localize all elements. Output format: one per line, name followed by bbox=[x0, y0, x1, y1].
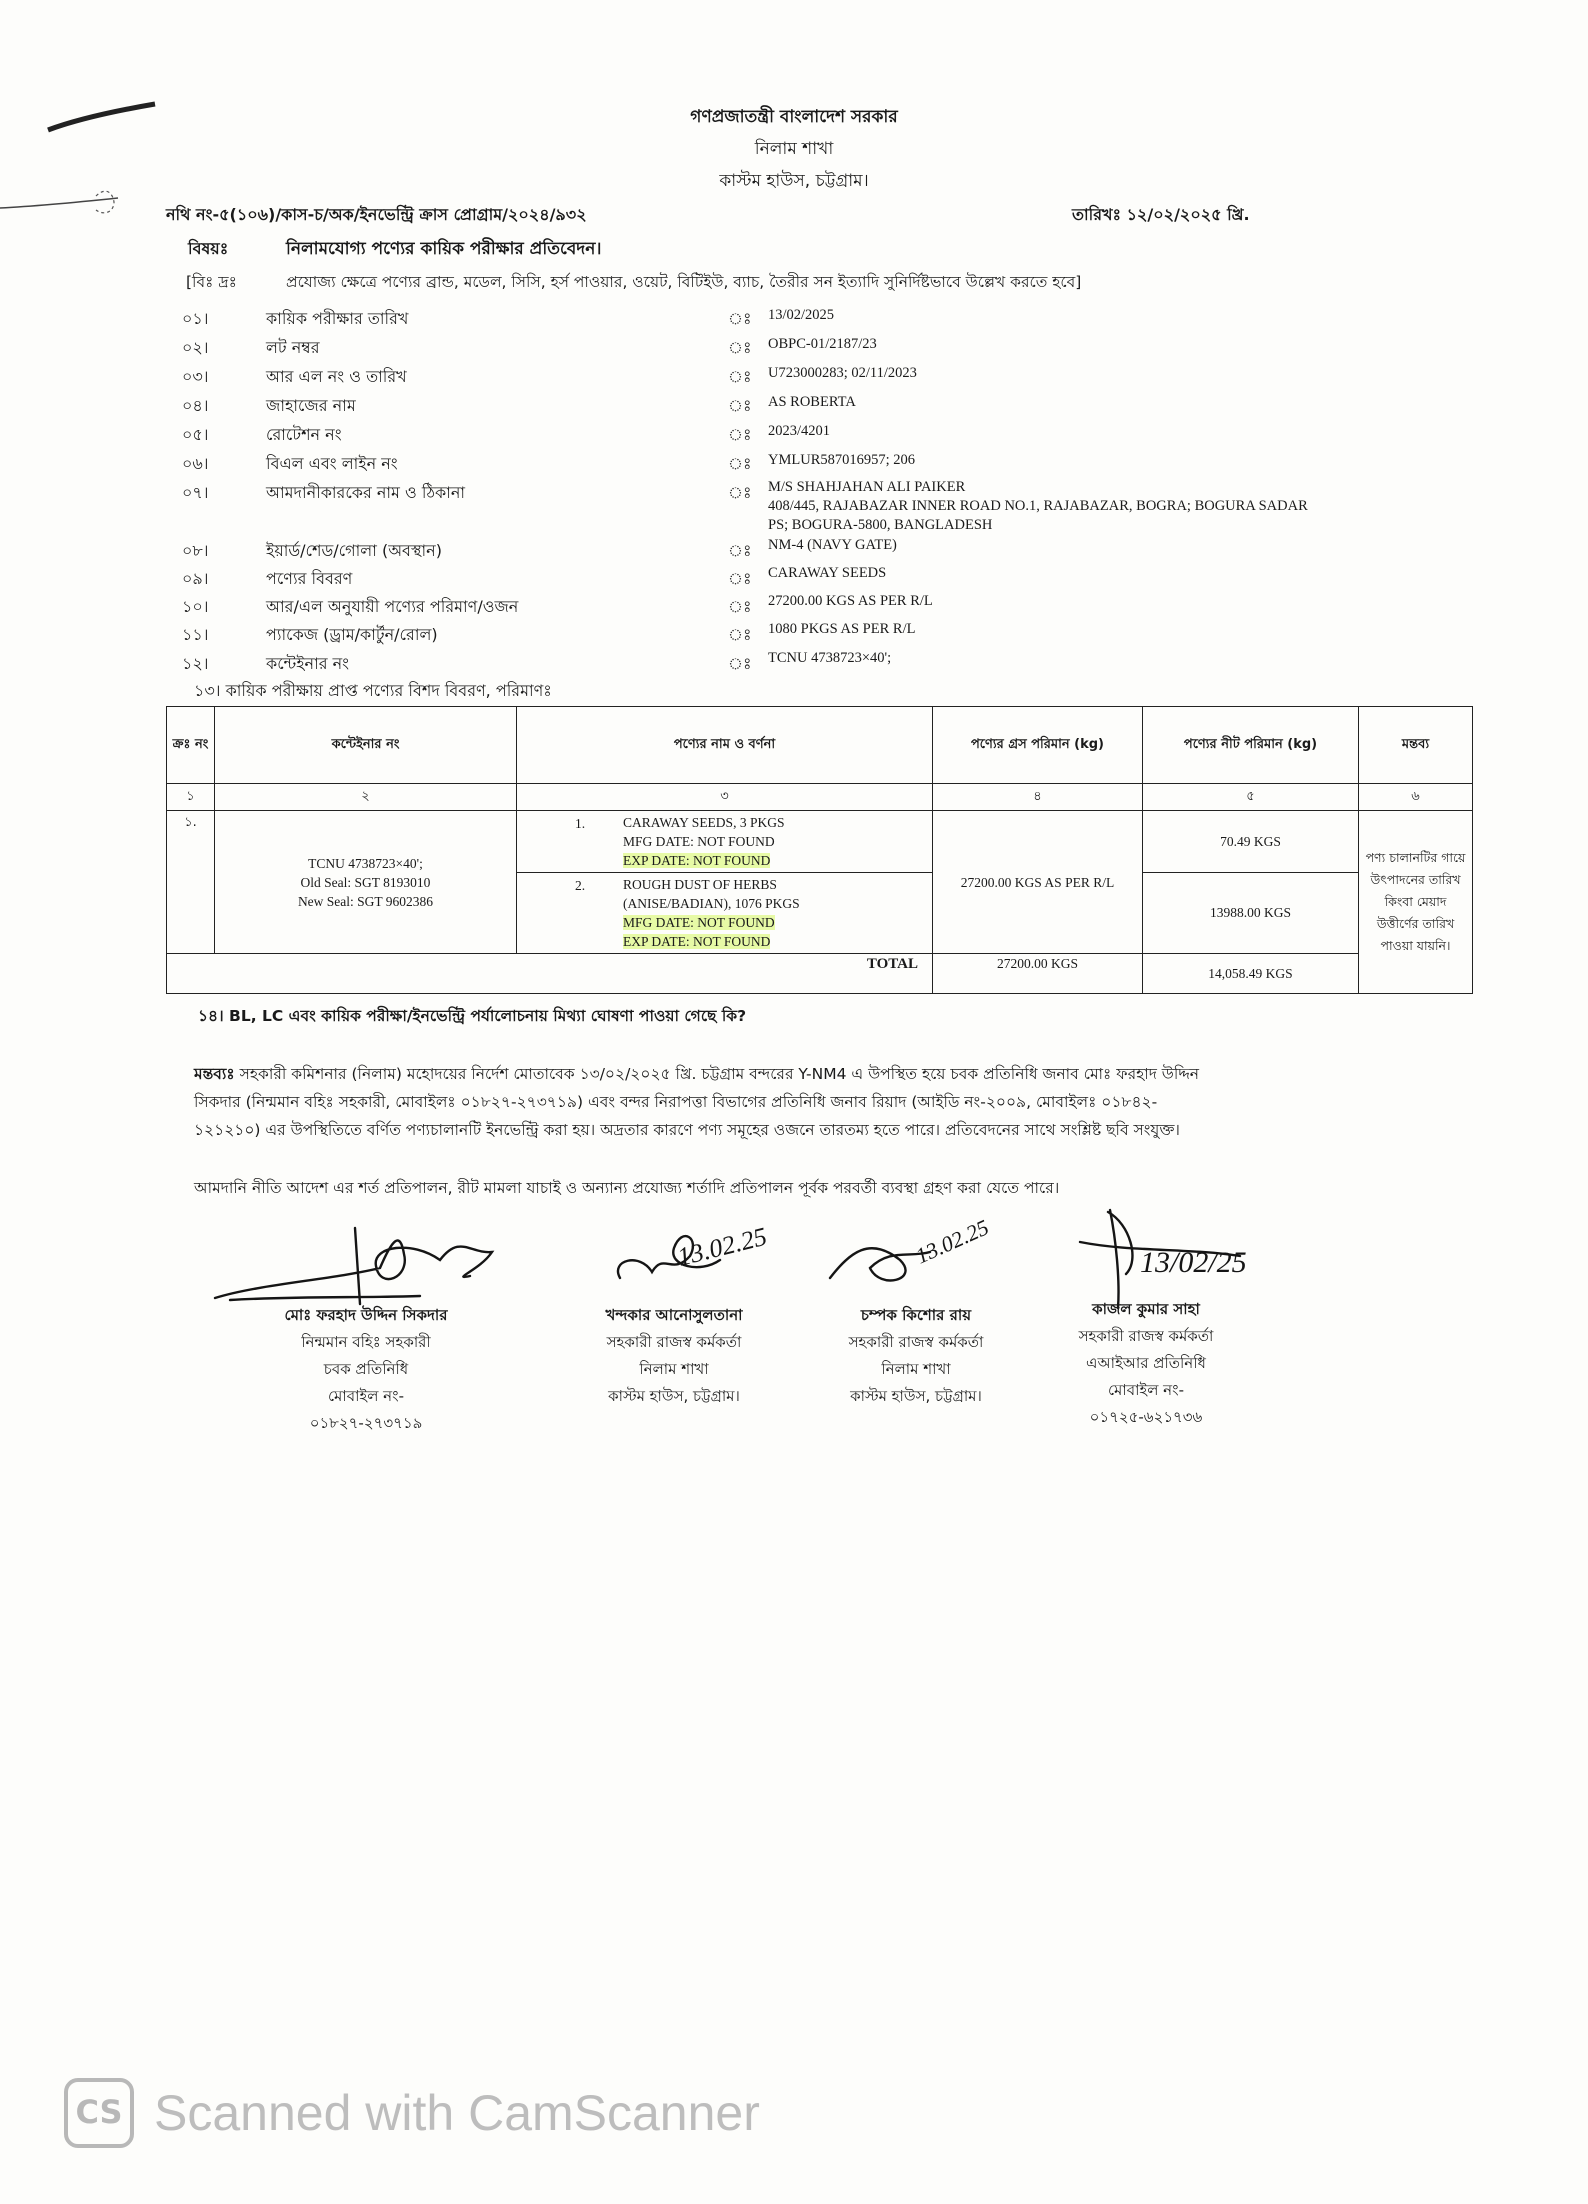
signatory-name: চম্পক কিশোর রায় bbox=[860, 1306, 972, 1324]
total-gross: 27200.00 KGS bbox=[933, 954, 1143, 994]
field-label: পণ্যের বিবরণ bbox=[266, 569, 353, 588]
field-value: U723000283; 02/11/2023 bbox=[768, 365, 917, 381]
signatory-block bbox=[1016, 1296, 1276, 1431]
signatory-line: চবক প্রতিনিধি bbox=[323, 1360, 409, 1378]
item-number: 1. bbox=[575, 816, 586, 831]
new-seal: New Seal: SGT 9602386 bbox=[297, 893, 434, 909]
camscanner-logo: CS bbox=[64, 2078, 134, 2148]
signatory-name: কাজল কুমার সাহা bbox=[1092, 1300, 1200, 1318]
address-line: 408/445, RAJABAZAR INNER ROAD NO.1, RAJABAZAR, BOGRA; BOGURA SADAR bbox=[768, 498, 1308, 514]
field-value: OBPC-01/2187/23 bbox=[768, 336, 877, 352]
col-index: ৪ bbox=[933, 784, 1143, 811]
remarks-line: সিকদার (নিন্মমান বহিঃ সহকারী, মোবাইলঃ ০১৮২৭-২৭৩৭১৯) এবং বন্দর নিরাপত্তা বিভাগের প্রতিনিধি জনাব রিয়াদ (আইডি নং-২০০৯, মোবাইলঃ ০১৮৪২- bbox=[194, 1093, 1158, 1111]
col-index: ৩ bbox=[517, 784, 933, 811]
header-container: কন্টেইনার নং bbox=[215, 707, 517, 784]
field-colon: ঃ bbox=[728, 483, 752, 502]
col-index: ২ bbox=[215, 784, 517, 811]
header-serial: ক্রঃ নং bbox=[167, 707, 215, 784]
field-label: বিএল এবং লাইন নং bbox=[266, 454, 398, 473]
item-line: (ANISE/BADIAN), 1076 PKGS bbox=[623, 896, 800, 911]
col-index: ৬ bbox=[1359, 784, 1473, 811]
field-value: 27200.00 KGS AS PER R/L bbox=[768, 593, 933, 609]
item-line: MFG DATE: NOT FOUND bbox=[623, 834, 775, 849]
field-label: আর এল নং ও তারিখ bbox=[266, 367, 407, 386]
col-index: ১ bbox=[167, 784, 215, 811]
address-line: PS; BOGURA-5800, BANGLADESH bbox=[768, 517, 993, 533]
file-number: নথি নং-৫(১০৬)/কাস-চ/অক/ইনভেন্ট্রি ক্রাস প্রোগ্রাম/২০২৪/৯৩২ bbox=[166, 205, 587, 224]
remarks-paragraph bbox=[194, 1060, 1444, 1144]
field-number: ১২। bbox=[182, 654, 209, 673]
subject-text: নিলামযোগ্য পণ্যের কায়িক পরীক্ষার প্রতিবেদন। bbox=[286, 239, 602, 259]
signatory-block bbox=[236, 1302, 496, 1437]
signatory-line: নিলাম শাখা bbox=[881, 1360, 951, 1378]
signatory-line: কাস্টম হাউস, চট্টগ্রাম। bbox=[850, 1387, 982, 1405]
field-label: প্যাকেজ (ড্রাম/কার্টুন/রোল) bbox=[266, 625, 438, 644]
sig4-date: 13/02/25 bbox=[1140, 1246, 1247, 1279]
field-number: ০২। bbox=[182, 338, 209, 357]
field-number: ০৯। bbox=[182, 569, 209, 588]
field-label: আমদানীকারকের নাম ও ঠিকানা bbox=[266, 483, 466, 502]
section-13-heading: ১৩। কায়িক পরীক্ষায় প্রাপ্ত পণ্যের বিশদ বিবরণ, পরিমাণঃ bbox=[194, 681, 552, 700]
table-total-row bbox=[167, 954, 1473, 994]
signatory-name: খন্দকার আনোসুলতানা bbox=[605, 1306, 743, 1324]
row-serial: ১. bbox=[167, 811, 215, 954]
field-colon: ঃ bbox=[728, 654, 752, 673]
container-cell bbox=[215, 811, 517, 954]
net-weight-item-1: 70.49 KGS bbox=[1143, 811, 1359, 873]
total-net: 14,058.49 KGS bbox=[1143, 954, 1359, 994]
field-number: ০৩। bbox=[182, 367, 209, 386]
item-number: 2. bbox=[575, 878, 586, 893]
address-line: M/S SHAHJAHAN ALI PAIKER bbox=[768, 479, 966, 495]
net-weight-item-2: 13988.00 KGS bbox=[1143, 873, 1359, 954]
field-number: ০৭। bbox=[182, 483, 209, 502]
header-description: পণ্যের নাম ও বর্ণনা bbox=[517, 707, 933, 784]
field-value: CARAWAY SEEDS bbox=[768, 565, 887, 581]
gross-weight: 27200.00 KGS AS PER R/L bbox=[933, 811, 1143, 954]
field-colon: ঃ bbox=[728, 309, 752, 328]
field-colon: ঃ bbox=[728, 425, 752, 444]
signatory-line: ০১৭২৫-৬২১৭৩৬ bbox=[1089, 1408, 1203, 1426]
government-title: গণপ্রজাতন্ত্রী বাংলাদেশ সরকার bbox=[690, 107, 898, 127]
field-label: আর/এল অনুযায়ী পণ্যের পরিমাণ/ওজন bbox=[266, 597, 519, 616]
item-line-wrap bbox=[577, 932, 928, 951]
field-colon: ঃ bbox=[728, 338, 752, 357]
field-label: লট নম্বর bbox=[266, 338, 320, 357]
field-value: TCNU 4738723×40'; bbox=[768, 650, 892, 666]
policy-note: আমদানি নীতি আদেশ এর শর্ত প্রতিপালন, রীট মামলা যাচাই ও অন্যান্য প্রযোজ্য শর্তাদি প্রতিপালন পূর্বক পরবর্তী ব্যবস্থা গ্রহণ করা যেতে পারে। bbox=[194, 1179, 1060, 1197]
office-name: কাস্টম হাউস, চট্টগ্রাম। bbox=[719, 171, 869, 191]
signatory-line: মোবাইল নং- bbox=[1107, 1381, 1185, 1399]
field-colon: ঃ bbox=[728, 597, 752, 616]
field-colon: ঃ bbox=[728, 569, 752, 588]
item-line-wrap bbox=[577, 913, 928, 932]
header-net: পণ্যের নীট পরিমান (kg) bbox=[1143, 707, 1359, 784]
field-label: জাহাজের নাম bbox=[266, 396, 356, 415]
field-value: 13/02/2025 bbox=[768, 307, 835, 323]
header-remark: মন্তব্য bbox=[1359, 707, 1473, 784]
field-number: ০১। bbox=[182, 309, 209, 328]
field-label: কন্টেইনার নং bbox=[266, 654, 350, 673]
field-number: ০৫। bbox=[182, 425, 209, 444]
field-label: ইয়ার্ড/শেড/গোলা (অবস্থান) bbox=[266, 541, 442, 560]
field-value: 2023/4201 bbox=[768, 423, 831, 439]
header-gross: পণ্যের গ্রস পরিমান (kg) bbox=[933, 707, 1143, 784]
watermark-text: Scanned with CamScanner bbox=[154, 2085, 760, 2141]
importer-address bbox=[768, 478, 1448, 535]
signatory-block bbox=[786, 1302, 1046, 1410]
item-line: EXP DATE: NOT FOUND bbox=[623, 853, 771, 868]
note-text: প্রযোজ্য ক্ষেত্রে পণ্যের ব্রান্ড, মডেল, সিসি, হর্স পাওয়ার, ওয়েট, বিটিইউ, ব্যাচ, তৈরীর সন ইত্যাদি সুনির্দিষ্টভাবে উল্লেখ করতে হবে] bbox=[286, 273, 1082, 291]
field-colon: ঃ bbox=[728, 541, 752, 560]
signatory-line: ০১৮২৭-২৭৩৭১৯ bbox=[309, 1414, 423, 1432]
remarks-line: সহকারী কমিশনার (নিলাম) মহোদয়ের নির্দেশ মোতাবেক ১৩/০২/২০২৫ খ্রি. চট্টগ্রাম বন্দরের Y-NM4 এ উপস্থিত হয়ে চবক প্রতিনিধি জনাব মোঃ ফরহাদ উদ্দিন bbox=[239, 1065, 1200, 1083]
total-label: TOTAL bbox=[167, 954, 933, 994]
note-label: [বিঃ দ্রঃ bbox=[186, 273, 237, 291]
sig2-date: 13.02.25 bbox=[674, 1221, 770, 1272]
table-row bbox=[167, 811, 1473, 873]
item-line: ROUGH DUST OF HERBS bbox=[623, 877, 777, 892]
remarks-label: মন্তব্যঃ bbox=[194, 1065, 235, 1083]
signatory-line: কাস্টম হাউস, চট্টগ্রাম। bbox=[608, 1387, 740, 1405]
inventory-table bbox=[166, 706, 1473, 994]
remark-cell: পণ্য চালানটির গায়ে উৎপাদনের তারিখ কিংবা মেয়াদ উত্তীর্ণের তারিখ পাওয়া যায়নি। bbox=[1359, 811, 1473, 994]
sig3-date: 13.02.25 bbox=[911, 1214, 993, 1269]
field-value: NM-4 (NAVY GATE) bbox=[768, 537, 897, 553]
col-index: ৫ bbox=[1143, 784, 1359, 811]
field-number: ০৪। bbox=[182, 396, 209, 415]
container-number: TCNU 4738723×40'; bbox=[308, 855, 423, 871]
item-line-wrap bbox=[577, 851, 928, 870]
report-date: তারিখঃ ১২/০২/২০২৫ খ্রি. bbox=[1072, 205, 1250, 224]
field-value: 1080 PKGS AS PER R/L bbox=[768, 621, 916, 637]
item-2-cell bbox=[517, 873, 933, 954]
item-line: CARAWAY SEEDS, 3 PKGS bbox=[623, 815, 785, 830]
signatory-line: সহকারী রাজস্ব কর্মকর্তা bbox=[1078, 1327, 1214, 1345]
signatory-line: এআইআর প্রতিনিধি bbox=[1086, 1354, 1206, 1372]
field-label: রোটেশন নং bbox=[266, 425, 342, 444]
signatory-line: মোবাইল নং- bbox=[327, 1387, 405, 1405]
field-colon: ঃ bbox=[728, 367, 752, 386]
signatory-line: নিন্মমান বহিঃ সহকারী bbox=[301, 1333, 431, 1351]
table-header-row bbox=[167, 707, 1473, 784]
field-colon: ঃ bbox=[728, 625, 752, 644]
item-1-cell bbox=[517, 811, 933, 873]
field-colon: ঃ bbox=[728, 396, 752, 415]
subject-label: বিষয়ঃ bbox=[188, 239, 229, 258]
field-value: YMLUR587016957; 206 bbox=[768, 452, 916, 468]
signatory-line: নিলাম শাখা bbox=[639, 1360, 709, 1378]
signatory-line: সহকারী রাজস্ব কর্মকর্তা bbox=[848, 1333, 984, 1351]
field-number: ১০। bbox=[182, 597, 209, 616]
signatory-block bbox=[544, 1302, 804, 1410]
branch-name: নিলাম শাখা bbox=[754, 139, 834, 159]
table-index-row bbox=[167, 784, 1473, 811]
signatory-name: মোঃ ফরহাদ উদ্দিন সিকদার bbox=[284, 1306, 448, 1324]
remarks-line: ১২১২১০) এর উপস্থিতিতে বর্ণিত পণ্যচালানটি ইনভেন্ট্রি করা হয়। অদ্রতার কারণে পণ্য সমূহের ওজনে তারতম্য হতে পারে। প্রতিবেদনের সাথে সংশ্লিষ্ট ছবি সংযুক্ত। bbox=[194, 1121, 1180, 1139]
field-number: ১১। bbox=[182, 625, 209, 644]
field-label: কায়িক পরীক্ষার তারিখ bbox=[266, 309, 409, 328]
field-number: ০৬। bbox=[182, 454, 209, 473]
signatory-line: সহকারী রাজস্ব কর্মকর্তা bbox=[606, 1333, 742, 1351]
item-line: MFG DATE: NOT FOUND bbox=[623, 915, 775, 930]
item-line: EXP DATE: NOT FOUND bbox=[623, 934, 771, 949]
field-number: ০৮। bbox=[182, 541, 209, 560]
old-seal: Old Seal: SGT 8193010 bbox=[300, 874, 431, 890]
section-14-question: ১৪। BL, LC এবং কায়িক পরীক্ষা/ইনভেন্ট্রি পর্যালোচনায় মিথ্যা ঘোষণা পাওয়া গেছে কি? bbox=[198, 1007, 747, 1025]
field-value: AS ROBERTA bbox=[768, 394, 856, 410]
field-colon: ঃ bbox=[728, 454, 752, 473]
remarks-line-wrap bbox=[194, 1060, 1444, 1088]
